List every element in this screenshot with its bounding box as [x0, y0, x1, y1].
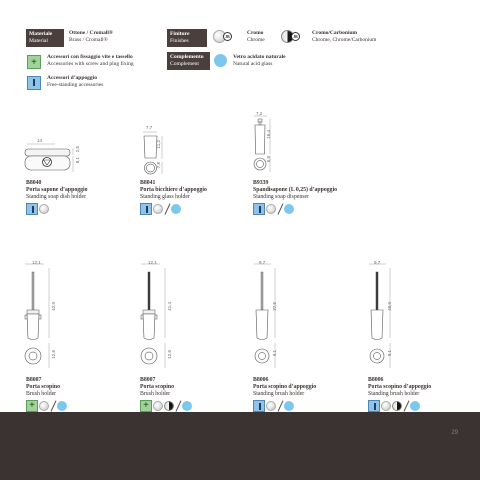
glass-label [233, 54, 286, 67]
finish-row [26, 400, 67, 412]
product-name-it: Porta scopino [140, 383, 174, 390]
floor-standing-icon [253, 203, 265, 215]
chrome-label-en: Chrome [247, 36, 265, 43]
dim-height: 16,4 [266, 130, 271, 139]
slash-divider [164, 203, 170, 215]
chrome-carbonium-label-it: Cromo/Carbonium [312, 30, 358, 36]
fixing-label-en: Accessories with screw and plug fixing [47, 60, 134, 67]
floor-standing-icon [140, 203, 152, 215]
product-b8006-b [368, 377, 431, 397]
soap-dispenser-drawing [252, 112, 292, 178]
chrome-label-it: Cromo [247, 30, 264, 36]
finish-row [26, 203, 49, 215]
jb-badge-icon: JB [223, 32, 232, 41]
product-code: B8040 [26, 180, 42, 186]
finishes-tag [167, 29, 207, 47]
finish-row [140, 203, 181, 215]
material-tag [26, 29, 64, 47]
finish-row [253, 203, 294, 215]
chrome-circle-icon [39, 204, 49, 214]
product-name-en: Standing soap dispenser [253, 193, 310, 200]
product-b8007-b [140, 377, 174, 397]
glass-circle-icon [182, 401, 192, 411]
floor-standing-icon [27, 76, 41, 90]
material-label-en: Material [29, 38, 48, 44]
chrome-swatch [213, 30, 235, 44]
product-name-en: Standing brush holder [253, 390, 305, 397]
dim-depth: 9,1 [387, 350, 392, 357]
slash-divider [277, 400, 283, 412]
material-label-it: Materiale [29, 31, 53, 37]
material-value-it: Ottone / Cromall® [69, 30, 114, 36]
product-name-it: Porta scopino d’appoggio [253, 383, 317, 390]
finishes-label-en: Finishes [170, 38, 189, 44]
chrome-label [247, 30, 265, 43]
chrome-carbonium-label [312, 30, 376, 43]
glass-circle-icon [284, 204, 294, 214]
dim-width: 14 [37, 138, 43, 143]
product-b8041 [140, 180, 207, 200]
glass-label-it: Vetro acidato naturale [233, 54, 286, 60]
finish-row [368, 400, 420, 412]
glass-circle-icon [57, 401, 67, 411]
slash-divider [50, 400, 56, 412]
chrome-circle-icon [381, 401, 391, 411]
product-b8006-a [253, 377, 316, 397]
complement-label-it: Complemento [170, 54, 204, 60]
chrome-circle-icon [266, 401, 276, 411]
dim-height: 40,9 [387, 302, 392, 311]
product-code: B8007 [26, 377, 42, 383]
finish-row [253, 400, 294, 412]
glass-holder-drawing [140, 128, 180, 178]
standing-legend [27, 74, 41, 92]
jb-badge-icon: JB [291, 32, 300, 41]
product-name-it: Porta scopino [26, 383, 60, 390]
glass-circle-icon [410, 401, 420, 411]
complement-tag [167, 52, 210, 70]
glass-circle-icon [284, 401, 294, 411]
product-code: B9339 [253, 180, 269, 186]
floor-standing-icon [368, 400, 380, 412]
dim-height: 2,5 [75, 146, 80, 153]
product-name-it: Porta sapone d’appoggio [26, 186, 88, 193]
chrome-carbonium-circle-icon [164, 401, 174, 411]
page-number: 29 [451, 430, 458, 436]
product-code: B8006 [253, 377, 269, 383]
fixing-label [47, 54, 134, 67]
product-code: B8007 [140, 377, 156, 383]
dim-width: 7,7 [146, 125, 153, 130]
standing-label-it: Accessori d’appoggio [47, 75, 97, 81]
product-b8040 [26, 180, 88, 200]
dim-height: 37,5 [272, 302, 277, 311]
chrome-carbonium-label-en: Chrome, Chrome/Carbonium [312, 36, 377, 43]
fixing-label-it: Accessori con fissaggio vite e tassello [47, 54, 133, 60]
dim-height: 11,2 [156, 140, 161, 149]
chrome-circle-icon [266, 204, 276, 214]
product-name-en: Standing soap dish holder [26, 193, 87, 200]
dim-width: 7,2 [256, 111, 263, 116]
product-b9339 [253, 180, 337, 200]
material-value-en: Brass / Cromall® [69, 36, 108, 43]
brush-holder-drawing [140, 258, 180, 373]
soap-dish-drawing [25, 138, 105, 178]
product-name-en: Standing brush holder [368, 390, 420, 397]
product-name-en: Brush holder [140, 390, 171, 397]
finishes-label-it: Finiture [170, 31, 190, 37]
dim-depth: 8,1 [75, 157, 80, 164]
slash-divider [277, 203, 283, 215]
standing-label [47, 75, 103, 88]
product-name-en: Standing glass holder [140, 193, 190, 200]
dim-width: 12,1 [148, 260, 157, 265]
fixing-legend [27, 53, 41, 71]
product-code: B8041 [140, 180, 156, 186]
product-name-it: Porta bicchiere d’appoggio [140, 186, 207, 193]
dim-depth: 12,6 [51, 350, 56, 359]
product-name-it: Porta scopino d’appoggio [368, 383, 432, 390]
dim-width: 9,7 [374, 260, 381, 265]
brush-holder-drawing [24, 258, 64, 373]
product-name-it: Spandisapone (L 0,25) d’appoggio [253, 186, 338, 193]
dim-depth: 6,9 [266, 156, 271, 163]
finish-row [140, 400, 192, 412]
product-code: B8006 [368, 377, 384, 383]
footer-band [0, 412, 480, 480]
material-value [69, 30, 113, 43]
product-b8007-a [26, 377, 60, 397]
glass-circle-icon [171, 204, 181, 214]
dim-depth: 9,1 [272, 350, 277, 357]
complement-label-en: Complement [170, 61, 199, 67]
slash-divider [175, 400, 181, 412]
chrome-circle-icon [153, 204, 163, 214]
floor-standing-icon [253, 400, 265, 412]
standing-label-en: Free-standing accessories [47, 81, 104, 88]
glass-swatch-icon [214, 54, 227, 67]
chrome-carbonium-swatch [281, 30, 303, 44]
product-name-en: Brush holder [26, 390, 57, 397]
dim-height: 41,4 [167, 302, 172, 311]
plus-fixing-icon: + [26, 400, 38, 412]
chrome-circle-icon [153, 401, 163, 411]
dim-depth: 12,6 [167, 350, 172, 359]
glass-label-en: Natural acid glass [233, 60, 273, 67]
chrome-circle-icon [39, 401, 49, 411]
plus-fixing-icon: + [140, 400, 152, 412]
floor-standing-icon [26, 203, 38, 215]
dim-depth: 7,8 [156, 162, 161, 169]
chrome-carbonium-circle-icon [392, 401, 402, 411]
dim-width: 12,1 [32, 260, 41, 265]
dim-width: 9,7 [259, 260, 266, 265]
plus-fixing-icon: + [27, 55, 41, 69]
dim-height: 42,9 [51, 302, 56, 311]
slash-divider [403, 400, 409, 412]
